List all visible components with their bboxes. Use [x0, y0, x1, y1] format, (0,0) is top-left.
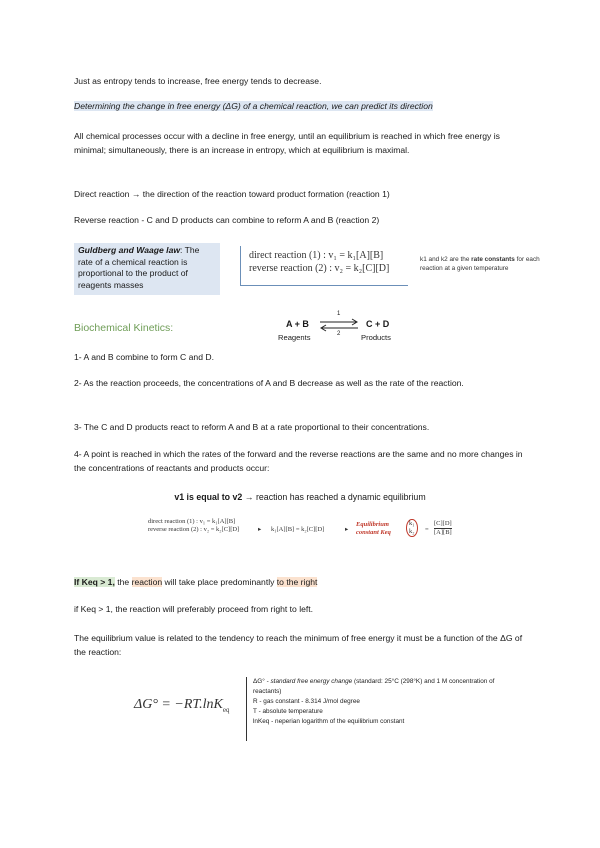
- direct-reaction-text: Direct reaction → the direction of the reaction toward product formation (reaction 1): [74, 189, 390, 199]
- gibbs-definitions: [246, 677, 516, 741]
- kinetics-title: Biochemical Kinetics:: [74, 322, 174, 334]
- rate-equation-reverse: reverse reaction (2) : v₂ = k₂[C][D]: [249, 263, 390, 274]
- rate-note-suffix: for each reaction at a given temperature: [420, 256, 540, 272]
- law-name: Guldberg and Waage law: [78, 245, 181, 255]
- def-lnkeq: lnKeq - neperian logarithm of the equilibrium constant: [253, 718, 405, 725]
- law-text: : The rate of a chemical reaction is proportional to the product of reagents masses: [78, 245, 200, 290]
- keq-label: [356, 521, 391, 537]
- highlight-sentence-text: Determining the change in free energy (ΔG) of a chemical reaction, we can predict its direction: [74, 101, 433, 111]
- eq-small-line1: direct reaction (1) : v₁ = k₁[A][B]: [148, 518, 236, 525]
- def-t: T - absolute temperature: [253, 708, 323, 715]
- products-caption: Products: [361, 333, 391, 342]
- reverse-reaction-text: Reverse reaction - C and D products can combine to reform A and B (reaction 2): [74, 215, 380, 225]
- step-3: 3- The C and D products react to reform A and B at a rate proportional to their concentrations.: [74, 422, 430, 432]
- reverse-number: 2: [337, 331, 341, 337]
- keq-ratio-left: [406, 519, 418, 537]
- reactants-label: A + B: [286, 319, 309, 329]
- def-dg-suffix: (standard: 25°C (298°K) and 1 M concentration of reactants): [253, 678, 495, 695]
- equilibrium-value-text: The equilibrium value is related to the tendency to reach the minimum of free energy it must be a function of the ΔG of the reaction:: [74, 633, 523, 657]
- keq-cond: If Keq > 1,: [74, 577, 115, 587]
- step-4: 4- A point is reached in which the rates of the forward and the reverse reactions are the same and no more changes in the concentrations of reactants and products occur:: [74, 449, 523, 473]
- keq-reaction-word: reaction: [131, 577, 163, 587]
- keq-circle: [406, 519, 418, 537]
- eq-small-rates: [148, 518, 239, 534]
- reagents-caption: Reagents: [278, 333, 311, 342]
- rate-equations-box: [240, 246, 408, 286]
- eq-small-sep-1: ▸: [258, 526, 262, 533]
- keq-ratio-left-top: k₁: [409, 520, 415, 527]
- step-2: 2- As the reaction proceeds, the concentrations of A and B decrease as well as the rate of the reaction.: [74, 378, 464, 388]
- products-label: C + D: [366, 319, 390, 329]
- eq-small-sep-2: ▸: [345, 526, 349, 533]
- equilibrium-statement: [0, 492, 600, 502]
- gibbs-equation-sub: eq: [222, 705, 230, 714]
- step-1: 1- A and B combine to form C and D.: [74, 352, 214, 362]
- eq-small-middle: k₁[A][B] = k₂[C][D]: [271, 526, 325, 533]
- law-box: [74, 243, 220, 295]
- def-dg-italic: standard free energy change: [270, 678, 353, 685]
- def-r: R - gas constant - 8.314 J/mol degree: [253, 698, 360, 705]
- rate-note-bold: rate constants: [471, 256, 515, 263]
- keq-label-1: Equilibrium: [356, 521, 389, 528]
- rate-equation-direct: direct reaction (1) : v₁ = k₁[A][B]: [249, 250, 384, 261]
- gibbs-equation: [134, 697, 229, 714]
- keq-direction: to the right: [276, 577, 318, 587]
- keq-mid1: the: [114, 577, 132, 587]
- processes-paragraph: All chemical processes occur with a decline in free energy, until an equilibrium is reached in which free energy is minimal; simultaneously, there is an increase in entropy, which at equilibrium is maximal.: [74, 131, 500, 155]
- rate-constants-note: [420, 256, 540, 273]
- def-dg: [253, 677, 516, 697]
- keq-greater-text: [74, 575, 534, 589]
- gibbs-equation-main: ΔG° = −RT.lnK: [134, 697, 223, 712]
- equilibrium-rest: → reaction has reached a dynamic equilibrium: [242, 492, 426, 502]
- intro-text: Just as entropy tends to increase, free energy tends to decrease.: [74, 76, 322, 86]
- keq-ratio-right-top: [C][D]: [434, 520, 452, 527]
- keq-mid2: will take place predominantly: [162, 577, 277, 587]
- keq-ratio-left-bottom: k₂: [409, 528, 415, 535]
- highlight-sentence: [74, 99, 534, 113]
- keq-ratio-right: [434, 520, 452, 537]
- keq-label-2: constant Keq: [356, 529, 391, 536]
- forward-number: 1: [337, 311, 341, 317]
- keq-ratio-right-bottom: [A][B]: [434, 529, 452, 536]
- def-dg-prefix: ΔG° -: [253, 678, 271, 685]
- equilibrium-arrows-icon: [318, 318, 360, 332]
- keq-less-text: if Keq > 1, the reaction will preferably proceed from right to left.: [74, 604, 314, 614]
- rate-note-prefix: k1 and k2 are the: [420, 256, 472, 263]
- equilibrium-bold: v1 is equal to v2: [174, 492, 243, 502]
- eq-small-line2: reverse reaction (2) : v₂ = k₂[C][D]: [148, 526, 240, 533]
- keq-eq-sign: =: [425, 526, 429, 533]
